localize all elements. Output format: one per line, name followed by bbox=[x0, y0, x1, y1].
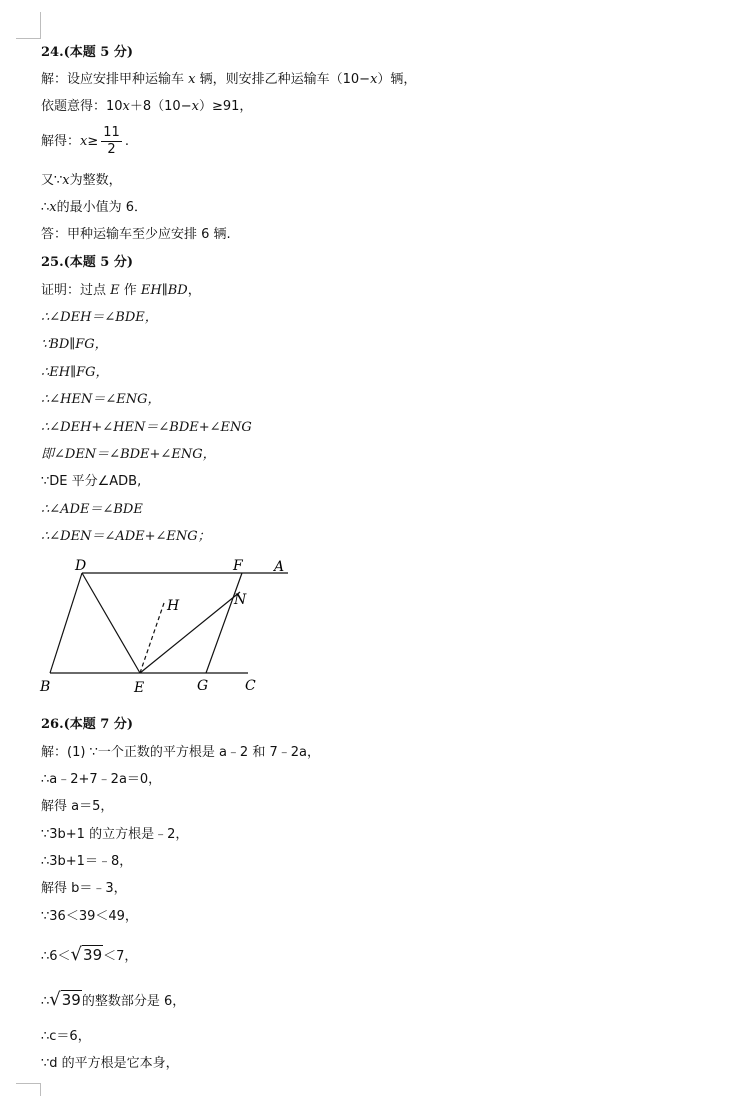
q26-line-4: ∵3b+1 的立方根是﹣2， bbox=[41, 827, 189, 842]
line-db bbox=[50, 573, 82, 673]
q25-line-8: ∵DE 平分∠ADB, bbox=[41, 474, 142, 489]
label-d: D bbox=[75, 558, 87, 574]
q24-heading: 24.(本题 5 分) bbox=[41, 45, 134, 60]
q25-line-9: ∴∠ADE＝∠BDE bbox=[41, 502, 143, 517]
q26-line-11: ∵d 的平方根是它本身， bbox=[41, 1056, 179, 1071]
q25-line-7: 即∠DEN＝∠BDE+∠ENG， bbox=[41, 447, 216, 462]
q25-heading: 25.(本题 5 分) bbox=[41, 255, 134, 270]
q26-line-2: ∴a﹣2+7﹣2a＝0， bbox=[41, 772, 162, 787]
q25-line-2: ∴∠DEH＝∠BDE， bbox=[41, 310, 158, 325]
label-n: N bbox=[234, 592, 247, 608]
q25-line-5: ∴∠HEN＝∠ENG， bbox=[41, 392, 161, 407]
q26-line-10: ∴c＝6， bbox=[41, 1029, 91, 1044]
sqrt-39: √39 bbox=[49, 989, 81, 1010]
crop-mark-top bbox=[16, 12, 41, 39]
q26-line-7: ∵36＜39＜49， bbox=[41, 909, 138, 924]
q26-line-9: ∴√39的整数部分是 6， bbox=[41, 989, 186, 1010]
label-g: G bbox=[197, 678, 209, 694]
geometry-figure bbox=[30, 552, 300, 700]
label-b: B bbox=[40, 679, 51, 695]
line-fg bbox=[206, 573, 242, 673]
label-f: F bbox=[233, 558, 243, 574]
label-c: C bbox=[245, 678, 256, 694]
label-e: E bbox=[134, 680, 145, 696]
q25-line-10: ∴∠DEN＝∠ADE+∠ENG； bbox=[41, 529, 211, 544]
q24-line-2: 依题意得：10x＋8（10−x）≥91， bbox=[41, 99, 253, 114]
label-a: A bbox=[274, 559, 285, 575]
q26-line-1: 解：(1) ∵一个正数的平方根是 a﹣2 和 7﹣2a， bbox=[41, 745, 320, 760]
q24-line-5: ∴x的最小值为 6． bbox=[41, 200, 148, 215]
q26-heading: 26.(本题 7 分) bbox=[41, 717, 134, 732]
crop-mark-bottom bbox=[16, 1083, 41, 1096]
q24-line-6: 答：甲种运输车至少应安排 6 辆. bbox=[41, 227, 231, 242]
q24-line-4: 又∵x为整数， bbox=[41, 173, 122, 188]
label-h: H bbox=[167, 598, 180, 614]
fraction: $\frac{11}{2}$ bbox=[103, 125, 120, 157]
q26-line-3: 解得 a＝5， bbox=[41, 799, 114, 814]
q24-line-3: 解得：x≥ $\frac{11}{2}$ . bbox=[41, 125, 129, 157]
q26-line-6: 解得 b＝﹣3， bbox=[41, 881, 127, 896]
line-en bbox=[140, 592, 240, 673]
line-eh-dashed bbox=[140, 603, 164, 673]
q26-line-5: ∴3b+1＝﹣8， bbox=[41, 854, 133, 869]
q25-line-3: ∵BD∥FG， bbox=[41, 337, 108, 352]
q25-line-1: 证明：过点 E 作 EH∥BD， bbox=[41, 283, 201, 298]
q25-line-6: ∴∠DEH+∠HEN＝∠BDE+∠ENG bbox=[41, 420, 252, 435]
line-de bbox=[82, 573, 140, 673]
sqrt-39: √39 bbox=[70, 944, 103, 965]
q24-line-1: 解：设应安排甲种运输车 x 辆，则安排乙种运输车（10−x）辆， bbox=[41, 72, 417, 87]
q25-line-4: ∴EH∥FG， bbox=[41, 365, 109, 380]
q26-line-8: ∴6＜√39＜7， bbox=[41, 944, 138, 965]
